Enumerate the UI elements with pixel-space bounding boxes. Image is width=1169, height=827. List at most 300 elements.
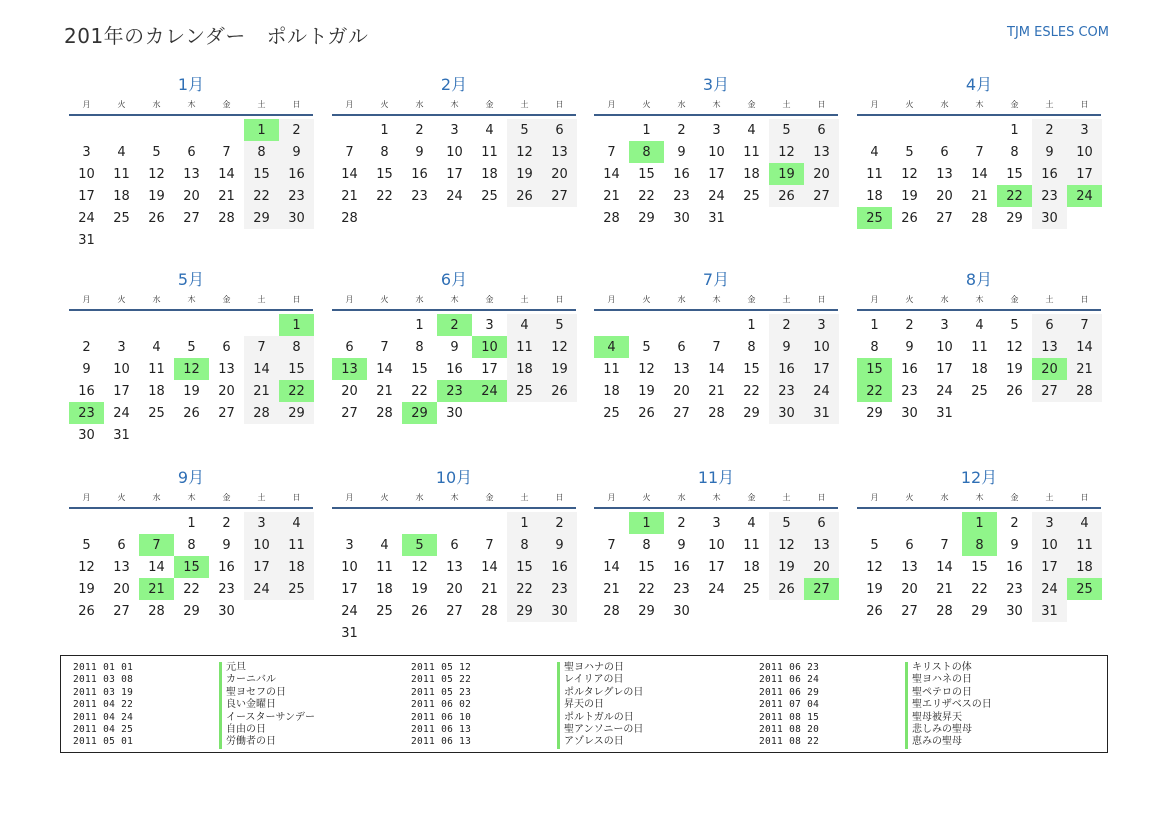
day-cell: 6 [1032,314,1067,336]
weekday-label: 火 [905,493,914,502]
day-cell: 20 [936,188,953,204]
day-cell: 4 [870,144,879,160]
weekday-header [332,96,576,116]
holiday-day-cell: 27 [804,578,839,600]
day-cell: 7 [1067,314,1102,336]
day-cell: 21 [603,581,620,597]
day-grid [594,512,838,622]
day-cell: 8 [642,537,651,553]
day-cell: 20 [446,581,463,597]
day-cell: 7 [345,144,354,160]
weekday-label: 金 [485,493,494,502]
day-cell: 19 [542,358,577,380]
day-grid [857,119,1101,229]
day-cell: 25 [743,581,760,597]
day-cell: 10 [708,144,725,160]
empty-cell [174,119,209,141]
empty-cell [139,314,174,336]
day-cell: 17 [708,559,725,575]
day-cell: 21 [376,383,393,399]
weekday-label: 水 [677,100,686,109]
day-grid [69,119,313,251]
holiday-day-cell: 25 [1067,578,1102,600]
day-cell: 5 [507,119,542,141]
day-grid [69,314,313,446]
day-cell: 27 [804,185,839,207]
day-cell: 4 [117,144,126,160]
holiday-list-column [61,662,391,749]
day-cell: 23 [673,581,690,597]
weekday-label: 土 [1045,100,1054,109]
holiday-date: 2011 06 29 [759,686,820,698]
day-cell: 9 [450,339,459,355]
day-cell: 24 [708,581,725,597]
day-cell: 28 [481,603,498,619]
day-cell: 12 [638,361,655,377]
holiday-date: 2011 05 23 [411,686,472,698]
holiday-date: 2011 04 24 [73,711,134,723]
weekday-header [332,489,576,509]
day-cell: 10 [1067,141,1102,163]
holiday-day-cell: 15 [857,358,892,380]
weekday-label: 火 [642,493,651,502]
holiday-day-cell: 25 [857,207,892,229]
day-cell: 26 [183,405,200,421]
weekday-label: 土 [257,493,266,502]
holiday-day-cell: 8 [629,141,664,163]
day-cell: 13 [673,361,690,377]
day-cell: 1 [642,122,651,138]
day-cell: 20 [804,556,839,578]
weekday-label: 月 [607,100,616,109]
day-cell: 11 [507,336,542,358]
day-cell: 9 [82,361,91,377]
weekday-label: 木 [712,295,721,304]
day-cell: 13 [804,141,839,163]
day-cell: 9 [769,336,804,358]
day-cell: 19 [638,383,655,399]
day-cell: 30 [1006,603,1023,619]
holiday-name: 聖ペテロの日 [905,687,972,699]
day-cell: 14 [376,361,393,377]
day-cell: 20 [804,163,839,185]
weekday-label: 日 [555,493,564,502]
day-cell: 27 [936,210,953,226]
site-link[interactable]: TJM ESLES COM [1007,25,1109,40]
day-cell: 2 [542,512,577,534]
month-calendar [857,269,1101,424]
day-cell: 24 [936,383,953,399]
day-cell: 18 [376,581,393,597]
day-cell: 2 [905,317,914,333]
day-cell: 4 [747,515,756,531]
weekday-label: 金 [747,100,756,109]
empty-cell [892,119,927,141]
day-cell: 4 [507,314,542,336]
weekday-label: 日 [817,295,826,304]
day-cell: 25 [971,383,988,399]
day-cell: 11 [1067,534,1102,556]
day-cell: 17 [936,361,953,377]
day-cell: 5 [542,314,577,336]
weekday-header [594,96,838,116]
day-cell: 20 [183,188,200,204]
day-cell: 8 [870,339,879,355]
weekday-label: 水 [415,493,424,502]
weekday-label: 金 [1010,295,1019,304]
day-cell: 15 [638,166,655,182]
day-cell: 30 [901,405,918,421]
empty-cell [962,119,997,141]
holiday-name: 良い金曜日 [219,699,276,711]
weekday-label: 土 [1045,295,1054,304]
holiday-name: 悲しみの聖母 [905,724,972,736]
month-calendar [594,74,838,229]
day-cell: 12 [1006,339,1023,355]
day-cell: 15 [638,559,655,575]
weekday-label: 金 [222,295,231,304]
day-cell: 28 [708,405,725,421]
day-cell: 5 [152,144,161,160]
day-cell: 13 [446,559,463,575]
day-cell: 17 [78,188,95,204]
holiday-day-cell: 15 [174,556,209,578]
day-cell: 15 [279,358,314,380]
day-cell: 13 [113,559,130,575]
day-cell: 4 [1067,512,1102,534]
day-cell: 11 [866,166,883,182]
empty-cell [402,512,437,534]
day-cell: 18 [148,383,165,399]
day-cell: 21 [1067,358,1102,380]
empty-cell [139,512,174,534]
day-cell: 3 [244,512,279,534]
day-cell: 26 [1006,383,1023,399]
day-cell: 13 [542,141,577,163]
month-calendar [69,74,313,251]
weekday-label: 木 [450,493,459,502]
day-cell: 4 [975,317,984,333]
day-cell: 26 [769,578,804,600]
day-cell: 12 [542,336,577,358]
day-cell: 21 [603,188,620,204]
weekday-label: 水 [940,100,949,109]
day-cell: 13 [1032,336,1067,358]
day-cell: 27 [673,405,690,421]
holiday-date: 2011 08 22 [759,736,820,748]
day-cell: 16 [673,559,690,575]
day-cell: 6 [677,339,686,355]
holiday-name: 聖ヨセフの日 [219,687,286,699]
day-cell: 14 [603,166,620,182]
day-cell: 4 [279,512,314,534]
weekday-label: 月 [82,493,91,502]
weekday-label: 水 [415,295,424,304]
day-cell: 7 [222,144,231,160]
empty-cell [437,512,472,534]
holiday-day-cell: 13 [332,358,367,380]
holiday-date: 2011 07 04 [759,699,820,711]
empty-cell [927,119,962,141]
day-cell: 19 [148,188,165,204]
weekday-label: 木 [975,295,984,304]
day-cell: 8 [507,534,542,556]
day-cell: 20 [113,581,130,597]
day-cell: 13 [936,166,953,182]
weekday-label: 水 [152,493,161,502]
day-cell: 15 [411,361,428,377]
month-title: 12月 [960,468,998,487]
day-cell: 18 [603,383,620,399]
empty-cell [104,314,139,336]
month-calendar [332,269,576,424]
day-cell: 9 [1032,141,1067,163]
day-cell: 19 [866,581,883,597]
empty-cell [209,314,244,336]
day-cell: 18 [507,358,542,380]
day-cell: 28 [971,210,988,226]
holiday-day-cell: 2 [437,314,472,336]
day-cell: 27 [1032,380,1067,402]
weekday-label: 金 [747,295,756,304]
empty-cell [332,512,367,534]
day-cell: 24 [244,578,279,600]
day-cell: 3 [450,122,459,138]
weekday-label: 土 [782,493,791,502]
day-cell: 21 [936,581,953,597]
holiday-name: イースターサンデー [219,712,315,724]
day-cell: 12 [769,141,804,163]
empty-cell [594,314,629,336]
day-cell: 27 [113,603,130,619]
holiday-name: ポルトガルの日 [557,712,634,724]
day-cell: 12 [148,166,165,182]
holiday-day-cell: 4 [594,336,629,358]
day-cell: 25 [148,405,165,421]
weekday-label: 土 [520,493,529,502]
day-cell: 2 [677,122,686,138]
day-cell: 31 [78,232,95,248]
day-cell: 24 [113,405,130,421]
weekday-label: 火 [380,295,389,304]
day-cell: 19 [1006,361,1023,377]
day-cell: 10 [446,144,463,160]
day-cell: 29 [183,603,200,619]
weekday-label: 金 [485,100,494,109]
empty-cell [699,314,734,336]
day-cell: 10 [78,166,95,182]
day-cell: 2 [82,339,91,355]
day-cell: 30 [542,600,577,622]
weekday-label: 木 [712,493,721,502]
day-cell: 6 [940,144,949,160]
day-cell: 1 [747,317,756,333]
day-cell: 28 [148,603,165,619]
weekday-label: 水 [415,100,424,109]
empty-cell [927,512,962,534]
day-cell: 20 [341,383,358,399]
weekday-label: 火 [117,493,126,502]
day-cell: 17 [244,556,279,578]
holiday-row [61,724,391,736]
holiday-row [747,662,1077,674]
day-cell: 23 [279,185,314,207]
day-cell: 10 [1032,534,1067,556]
day-cell: 9 [222,537,231,553]
day-cell: 16 [78,383,95,399]
holiday-day-cell: 22 [857,380,892,402]
day-cell: 22 [743,383,760,399]
day-cell: 7 [607,144,616,160]
empty-cell [367,512,402,534]
holiday-name: 聖ヨハナの日 [557,662,624,674]
holiday-row [747,674,1077,686]
weekday-label: 月 [345,493,354,502]
day-cell: 22 [507,578,542,600]
holiday-date: 2011 08 20 [759,723,820,735]
day-cell: 4 [152,339,161,355]
holiday-date: 2011 04 22 [73,699,134,711]
weekday-label: 月 [82,100,91,109]
day-cell: 4 [380,537,389,553]
holiday-day-cell: 22 [997,185,1032,207]
day-grid [857,512,1101,622]
weekday-label: 金 [485,295,494,304]
day-cell: 27 [183,210,200,226]
day-cell: 20 [218,383,235,399]
empty-cell [332,314,367,336]
weekday-label: 火 [905,295,914,304]
day-cell: 27 [901,603,918,619]
day-cell: 23 [901,383,918,399]
day-cell: 11 [603,361,620,377]
empty-cell [69,314,104,336]
day-cell: 21 [218,188,235,204]
holiday-name: キリストの体 [905,662,972,674]
weekday-label: 土 [520,100,529,109]
day-cell: 24 [446,188,463,204]
day-cell: 29 [638,210,655,226]
day-grid [332,119,576,229]
day-cell: 17 [481,361,498,377]
day-cell: 11 [971,339,988,355]
holiday-row [61,687,391,699]
day-cell: 5 [1010,317,1019,333]
weekday-label: 木 [975,100,984,109]
day-cell: 27 [341,405,358,421]
holiday-name: ポルタレグレの日 [557,687,643,699]
day-cell: 30 [1032,207,1067,229]
day-cell: 9 [415,144,424,160]
weekday-label: 日 [817,100,826,109]
day-cell: 25 [603,405,620,421]
day-cell: 29 [1006,210,1023,226]
day-cell: 28 [1067,380,1102,402]
day-cell: 6 [222,339,231,355]
day-cell: 16 [279,163,314,185]
day-cell: 14 [148,559,165,575]
day-cell: 16 [1006,559,1023,575]
holiday-date: 2011 05 01 [73,736,134,748]
weekday-label: 土 [257,100,266,109]
day-cell: 24 [708,188,725,204]
day-cell: 3 [82,144,91,160]
weekday-label: 木 [187,295,196,304]
holiday-day-cell: 1 [962,512,997,534]
page-title: 201年のカレンダー ポルトガル [64,24,369,48]
holiday-row [399,674,729,686]
day-cell: 7 [244,336,279,358]
day-cell: 23 [218,581,235,597]
holiday-date: 2011 04 25 [73,723,134,735]
day-cell: 16 [673,166,690,182]
day-cell: 22 [638,581,655,597]
day-cell: 30 [218,603,235,619]
day-cell: 7 [485,537,494,553]
weekday-label: 水 [677,493,686,502]
empty-cell [104,119,139,141]
day-cell: 28 [218,210,235,226]
day-cell: 8 [244,141,279,163]
weekday-label: 日 [292,493,301,502]
day-cell: 29 [507,600,542,622]
weekday-label: 月 [345,100,354,109]
weekday-label: 水 [152,100,161,109]
weekday-header [69,489,313,509]
day-cell: 29 [244,207,279,229]
day-cell: 17 [708,166,725,182]
day-cell: 9 [1010,537,1019,553]
weekday-label: 水 [940,295,949,304]
day-cell: 15 [971,559,988,575]
day-cell: 30 [446,405,463,421]
weekday-label: 木 [187,493,196,502]
day-cell: 13 [218,361,235,377]
day-cell: 9 [279,141,314,163]
day-cell: 21 [481,581,498,597]
day-cell: 26 [866,603,883,619]
holiday-day-cell: 1 [629,512,664,534]
day-cell: 11 [743,144,760,160]
day-cell: 15 [743,361,760,377]
holiday-row [61,662,391,674]
day-cell: 16 [446,361,463,377]
day-cell: 12 [769,534,804,556]
weekday-label: 木 [187,100,196,109]
holiday-name: 元旦 [219,662,246,674]
day-cell: 28 [936,603,953,619]
month-title: 9月 [177,468,205,487]
weekday-header [857,291,1101,311]
day-cell: 28 [376,405,393,421]
holiday-day-cell: 7 [139,534,174,556]
day-cell: 18 [971,361,988,377]
day-cell: 12 [411,559,428,575]
holiday-date: 2011 05 12 [411,662,472,673]
day-cell: 1 [187,515,196,531]
day-cell: 3 [485,317,494,333]
day-cell: 29 [866,405,883,421]
day-cell: 11 [148,361,165,377]
weekday-label: 火 [642,295,651,304]
day-cell: 8 [747,339,756,355]
day-cell: 19 [507,163,542,185]
day-cell: 24 [78,210,95,226]
day-cell: 9 [905,339,914,355]
day-cell: 22 [411,383,428,399]
day-cell: 10 [936,339,953,355]
day-cell: 2 [1032,119,1067,141]
